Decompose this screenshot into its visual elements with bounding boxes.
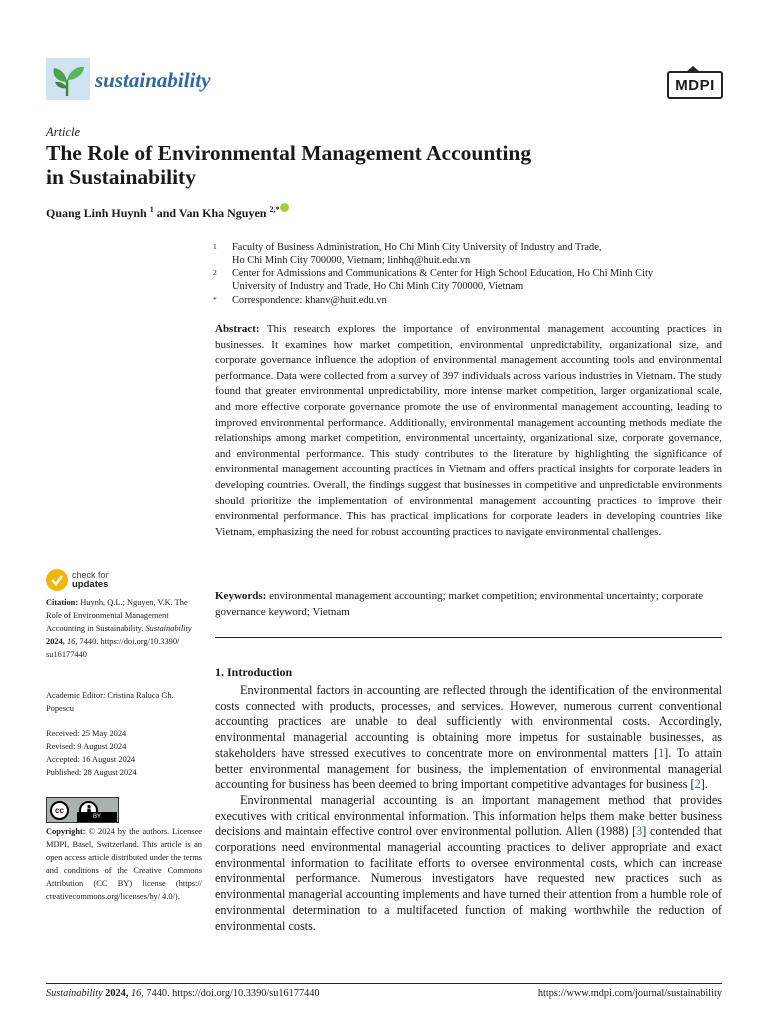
affiliation-line: Ho Chi Minh City 700000, Vietnam; linhhq@huit.edu.vn [232,255,471,266]
checkmark-icon [46,569,68,591]
footer-journal: Sustainability [46,988,103,999]
citation-text: Huynh, Q.L.; Nguyen, V.K. The Role of Environmental Management Accounting in Sustainability. [46,598,188,633]
footer-volume: 16, [130,988,144,999]
article-type: Article [46,125,81,139]
section-divider [215,637,722,638]
paragraph-2 [215,793,722,934]
citation-label: Citation: [46,598,79,607]
author-1[interactable]: Quang Linh Huynh [46,206,147,220]
keywords-label: Keywords: [215,590,267,602]
citation-ref-1[interactable]: 1 [658,745,665,760]
article-title [46,141,666,189]
citation-journal: Sustainability [145,623,192,633]
check-for-updates[interactable] [46,569,109,591]
paragraph-1 [215,683,722,793]
date-accepted: Accepted: 16 August 2024 [46,754,136,764]
affiliation-number: 2 [213,268,217,277]
citation-ref-3[interactable]: 3 [636,824,643,839]
plant-icon [46,58,90,100]
affiliation-line: Center for Admissions and Communications & Center for High School Education, Ho Chi Minh City [232,268,654,279]
affiliation-number: 1 [213,242,217,251]
check-updates-line: updates [72,579,109,590]
affiliation-line: Faculty of Business Administration, Ho Chi Minh City University of Industry and Trade, [232,242,602,253]
citation-doi[interactable]: 7440. https://doi.org/10.3390/ su16177440 [46,636,180,659]
copyright-label: Copyright: [46,827,86,836]
copyright-text: © 2024 by the authors. Licensee MDPI, Basel, Switzerland. This article is an open access article distributed under the terms and conditions of the Creative Commons Attribution (CC BY) license (https:// creativecommons.org/licenses/by/ 4.0/). [46,827,203,901]
check-updates-line: check for [72,570,109,580]
citation-ref-2[interactable]: 2 [694,777,701,792]
intro-body [215,683,722,934]
mdpi-logo[interactable]: MDPI [667,71,723,99]
copyright-block [46,826,202,903]
author-conjunction: and [156,206,177,220]
journal-logo [46,58,90,100]
check-updates-label [72,571,109,589]
footer-year: 2024, [105,988,129,999]
paragraph-text: Environmental factors in accounting are reflected through the identification of the environmental costs connected with products, processes, and services. However, numerous current conventional accounting practices are unable to deal sufficiently with environmental costs. Accordingly, environmental managerial accounting is obtaining more impetus for sustainable businesses, as stakeholders have stressed executives to concentrate more on environmental matters [ [215,683,722,760]
check-updates-icon [46,569,68,591]
citation-volume: 16, [66,636,78,646]
abstract-label: Abstract: [215,323,260,335]
affiliation-text [232,267,722,293]
author-list [46,203,289,221]
citation-block [46,597,202,662]
keywords-text: environmental management accounting; market competition; environmental uncertainty; corporate governance keyword; Vietnam [215,590,704,618]
abstract-text: This research explores the importance of environmental management accounting practices in businesses. It examines how market competition, environmental unpredictability, organizational size, and corporate governance influence the adoption of environmental management accounting tools and environmental performance. Data were collected from a survey of 397 individuals across various industries in Vietnam. The study found that greater environmental unpredictability, more intense market competition, larger organizational scale, and more effective corporate governance promote the use of environmental management accounting, leading to improved environmental performance. Additionally, environmental management accounting methods mediate the relationships among market competition, environmental uncertainty, organizational size, corporate governance, and environmental performance. This study contributes to the literature by highlighting the significance of environmental management accounting practices in Vietnam and offers practical insights for corporate leaders in developing countries. Overall, the findings suggest that businesses in competitive and unpredictable environments should prioritize the implementation of environmental management accounting practices to improve their environmental performance. This has practical implications for corporate leaders in developing countries like Vietnam, emphasizing the need for robust accounting practices to navigate environmental challenges. [215,323,722,538]
paragraph-text: ]. [700,777,708,792]
citation-year: 2024, [46,636,65,646]
affiliation-line[interactable]: Correspondence: khanv@huit.edu.vn [232,295,387,306]
affiliation-text [232,294,722,307]
date-revised: Revised: 9 August 2024 [46,741,127,751]
footer-doi[interactable]: 7440. https://doi.org/10.3390/su16177440 [146,988,320,999]
paragraph-text: ] contended that corporations need environmental managerial accounting practices to deliver appropriate and exact environmental information to facilitate efforts to oversee environmental costs, which can increase environmental performance. Numerous investigators have requested new practices such as environmental managerial accounting implements and have turned their attention from a humble role of environmental determination to a multifaceted function of making worthwhile the reduction of environmental costs. [215,824,722,933]
orcid-icon[interactable] [280,203,289,212]
section-heading: 1. Introduction [215,665,293,679]
footer-journal-url[interactable]: https://www.mdpi.com/journal/sustainability [537,988,722,999]
date-published: Published: 28 August 2024 [46,767,137,777]
footer-divider [46,983,722,984]
abstract [215,322,722,540]
journal-name[interactable]: sustainability [95,68,211,92]
cc-icon: cc [50,801,69,820]
title-line-2: in Sustainability [46,165,196,189]
affiliation-line: University of Industry and Trade, Ho Chi Minh City 700000, Vietnam [232,281,524,292]
cc-by-license-badge[interactable] [46,797,119,823]
paragraph-text: ]. To attain better environmental management for business, the implementation of environmental managerial accounting for business has been deemed to bring important competitive advantages for business [ [215,745,722,792]
footer-citation [46,988,320,999]
date-received: Received: 25 May 2024 [46,729,127,738]
affiliation-text [232,241,722,267]
author-2[interactable]: Van Kha Nguyen [178,206,267,220]
author-2-affil: 2,* [269,205,280,214]
paragraph-text: Environmental managerial accounting is an important management method that provides executives with critical environmental information. This information helps them make better business decisions and maintain effective control over environmental pollution. Allen (1988) [ [215,792,722,839]
title-line-1: The Role of Environmental Management Accounting [46,141,532,165]
keywords [215,589,722,620]
by-label: BY [77,812,117,822]
academic-editor: Academic Editor: Cristina Raluca Gh. Popescu [46,691,174,713]
affiliation-number: * [213,295,217,304]
author-1-affil: 1 [149,205,154,214]
dates-block [46,728,202,780]
